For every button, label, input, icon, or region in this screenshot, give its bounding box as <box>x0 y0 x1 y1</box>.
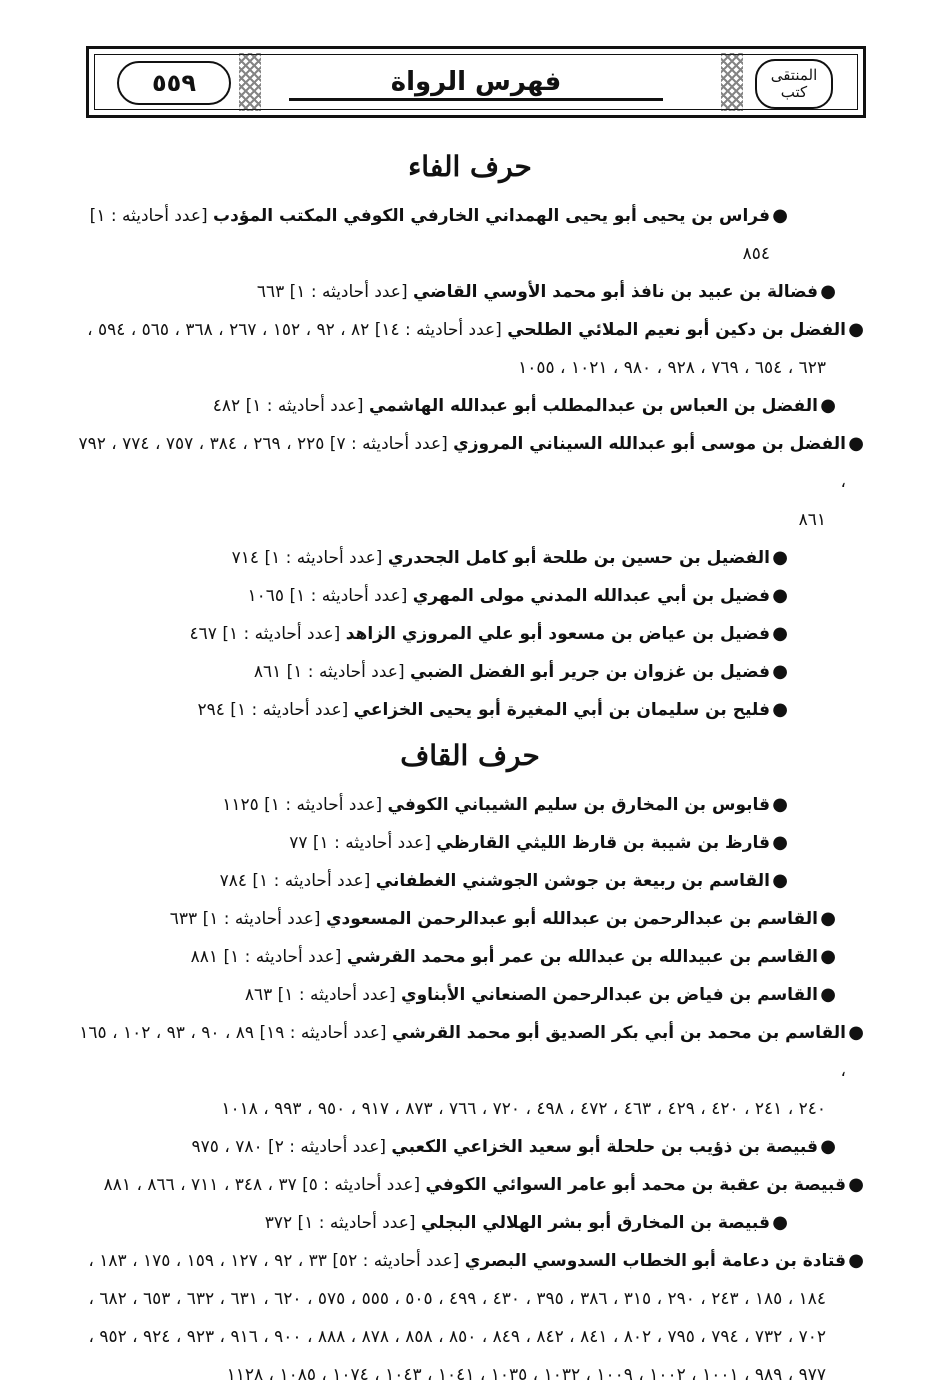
hadith-numbers: ٨٨١ <box>190 947 219 967</box>
hadith-count: [عدد أحاديثه : ١] <box>277 985 396 1005</box>
bullet-icon: ● <box>820 908 836 929</box>
title-underline <box>289 98 663 101</box>
narrator-entry <box>70 862 870 900</box>
hadith-numbers-continued: ٦٢٣ ، ٦٥٤ ، ٧٦٩ ، ٩٢٨ ، ٩٨٠ ، ١٠٢١ ، ١٠٥٥ <box>518 358 826 378</box>
hadith-numbers: ٧٧ <box>289 833 308 853</box>
hadith-numbers: ١١٢٥ <box>222 795 259 815</box>
hadith-count: [عدد أحاديثه : ٧] <box>329 434 448 454</box>
narrator-entry <box>70 311 870 387</box>
section-heading: حرف الفاء <box>408 150 532 183</box>
page-header <box>86 46 866 118</box>
hadith-numbers: ٣٧ ، ٣٤٨ ، ٧١١ ، ٨٦٦ ، ٨٨١ <box>103 1175 297 1195</box>
narrator-entry <box>70 1128 870 1166</box>
narrator-entry <box>70 900 870 938</box>
page-title: فهرس الرواة <box>390 67 562 97</box>
narrator-entry <box>70 786 870 824</box>
hadith-numbers: ٨٦٣ <box>244 985 273 1005</box>
narrator-entry <box>70 1242 870 1394</box>
hadith-count: [عدد أحاديثه : ١] <box>222 624 341 644</box>
hadith-numbers: ٨٩ ، ٩٠ ، ٩٣ ، ١٠٢ ، ١٦٥ ، <box>79 1023 846 1081</box>
narrator-entry <box>70 976 870 1014</box>
narrator-name: الفضل بن موسى أبو عبدالله السيناني المروزي <box>453 434 846 454</box>
ornament-icon <box>721 53 743 111</box>
narrator-name: فضيل بن عياض بن مسعود أبو علي المروزي الزاهد <box>345 624 770 644</box>
hadith-numbers: ٨٥٤ <box>742 244 770 264</box>
header-title-box <box>289 55 663 109</box>
narrator-name: قبيصة بن ذؤيب بن حلحلة أبو سعيد الخزاعي الكعبي <box>391 1137 818 1157</box>
bullet-icon: ● <box>848 319 864 340</box>
hadith-count: [عدد أحاديثه : ١] <box>252 871 371 891</box>
bullet-icon: ● <box>772 623 788 644</box>
hadith-count: [عدد أحاديثه : ٥] <box>302 1175 421 1195</box>
hadith-numbers: ٤٦٧ <box>189 624 217 644</box>
narrator-entry <box>70 273 870 311</box>
bullet-icon: ● <box>848 1250 864 1271</box>
narrator-entry <box>70 824 870 862</box>
hadith-count: [عدد أحاديثه : ٢] <box>268 1137 386 1157</box>
bullet-icon: ● <box>772 547 788 568</box>
page-number: ٥٥٩ <box>117 61 231 105</box>
hadith-numbers: ٧١٤ <box>231 548 260 568</box>
narrator-name: القاسم بن ربيعة بن جوشن الجوشني الغطفاني <box>375 871 770 891</box>
bullet-icon: ● <box>772 794 788 815</box>
hadith-count: [عدد أحاديثه : ١] <box>289 282 408 302</box>
book-seal-logo <box>755 59 833 109</box>
bullet-icon: ● <box>772 832 788 853</box>
hadith-count: [عدد أحاديثه : ١] <box>312 833 431 853</box>
section-heading: حرف القاف <box>400 739 540 772</box>
hadith-count: [عدد أحاديثه : ١] <box>245 396 364 416</box>
narrator-entry <box>70 577 870 615</box>
narrators-index <box>70 140 870 1394</box>
seal-line-2: كتب <box>780 83 808 101</box>
hadith-numbers: ٢٩٤ <box>197 700 225 720</box>
hadith-numbers: ٣٣ ، ٩٢ ، ١٢٧ ، ١٥٩ ، ١٧٥ ، ١٨٣ ، <box>88 1251 327 1271</box>
narrator-entry <box>70 197 870 273</box>
hadith-numbers: ٧٨٠ ، ٩٧٥ <box>191 1137 263 1157</box>
narrator-entry <box>70 425 870 539</box>
hadith-count: [عدد أحاديثه : ١] <box>202 909 321 929</box>
narrator-name: فضالة بن عبيد بن نافذ أبو محمد الأوسي القاضي <box>413 282 818 302</box>
narrator-entry <box>70 1014 870 1128</box>
narrator-name: قارظ بن شيبة بن قارظ الليثي القارظي <box>436 833 770 853</box>
hadith-numbers: ٦٦٣ <box>256 282 285 302</box>
bullet-icon: ● <box>848 1174 864 1195</box>
hadith-count: [عدد أحاديثه : ١] <box>223 947 342 967</box>
bullet-icon: ● <box>848 1022 864 1043</box>
narrator-name: فليح بن سليمان بن أبي المغيرة أبو يحيى الخزاعي <box>353 700 770 720</box>
hadith-numbers-continued: ٨٦١ <box>798 510 826 530</box>
narrator-entry <box>70 653 870 691</box>
bullet-icon: ● <box>772 585 788 606</box>
narrator-name: القاسم بن عبدالرحمن بن عبدالله أبو عبدالرحمن المسعودي <box>325 909 818 929</box>
hadith-count: [عدد أحاديثه : ١٩] <box>259 1023 387 1043</box>
bullet-icon: ● <box>820 946 836 967</box>
hadith-numbers-continued: ١٨٤ ، ١٨٥ ، ٢٤٣ ، ٢٩٠ ، ٣١٥ ، ٣٨٦ ، ٣٩٥ ، ٤٣٠ ، ٤٩٩ ، ٥٠٥ ، ٥٥٥ ، ٥٧٥ ، ٦٢٠ ، ٦٣١ ، ٦٣٢ ، ٦٥٣ ، ٦٨٢ ، ٧٠٢ ، ٧٣٢ ، ٧٩٤ ، ٧٩٥ ، ٨٠٢ ، ٨٤١ ، ٨٤٢ ، ٨٤٩ ، ٨٥٠ ، ٨٥٨ ، ٨٧٨ ، ٨٨٨ ، ٩٠٠ ، ٩١٦ ، ٩٢٣ ، ٩٢٤ ، ٩٥٢ ، ٩٧٧ ، ٩٨٩ ، ١٠٠١ ، ١٠٠٢ ، ١٠٠٩ ، ١٠٣٢ ، ١٠٣٥ ، ١٠٤١ ، ١٠٤٣ ، ١٠٧٤ ، ١٠٨٥ ، ١١٢٨ <box>88 1289 826 1385</box>
hadith-count: [عدد أحاديثه : ١] <box>264 795 383 815</box>
narrator-name: الفضل بن دكين أبو نعيم الملائي الطلحي <box>507 320 846 340</box>
hadith-numbers: ٣٧٢ <box>264 1213 293 1233</box>
narrator-name: قابوس بن المخارق بن سليم الشيباني الكوفي <box>387 795 770 815</box>
narrator-entry <box>70 539 870 577</box>
narrator-entry <box>70 387 870 425</box>
bullet-icon: ● <box>772 205 788 226</box>
narrator-name: قبيصة بن المخارق أبو بشر الهلالي البجلي <box>420 1213 770 1233</box>
hadith-count: [عدد أحاديثه : ٥٢] <box>332 1251 460 1271</box>
hadith-numbers: ٦٣٣ <box>169 909 198 929</box>
hadith-numbers: ٧٨٤ <box>219 871 247 891</box>
hadith-numbers: ٨٢ ، ٩٢ ، ١٥٢ ، ٢٦٧ ، ٣٦٨ ، ٥٦٥ ، ٥٩٤ ، <box>87 320 370 340</box>
bullet-icon: ● <box>820 1136 836 1157</box>
narrator-name: الفضيل بن حسين بن طلحة أبو كامل الجحدري <box>387 548 770 568</box>
narrator-entry <box>70 691 870 729</box>
narrator-name: فضيل بن أبي عبدالله المدني مولى المهري <box>412 586 770 606</box>
hadith-numbers: ١٠٦٥ <box>247 586 285 606</box>
bullet-icon: ● <box>848 433 864 454</box>
seal-line-1: المنتقى <box>770 66 818 84</box>
bullet-icon: ● <box>772 661 788 682</box>
hadith-count: [عدد أحاديثه : ١٤] <box>374 320 502 340</box>
hadith-count: [عدد أحاديثه : ١] <box>297 1213 416 1233</box>
narrator-entry <box>70 938 870 976</box>
hadith-count: [عدد أحاديثه : ١] <box>230 700 349 720</box>
narrator-name: فضيل بن غزوان بن جرير أبو الفضل الضبي <box>409 662 770 682</box>
bullet-icon: ● <box>820 984 836 1005</box>
bullet-icon: ● <box>820 281 836 302</box>
hadith-count: [عدد أحاديثه : ١] <box>289 586 408 606</box>
hadith-numbers: ٨٦١ <box>253 662 282 682</box>
narrator-name: قتادة بن دعامة أبو الخطاب السدوسي البصري <box>464 1251 846 1271</box>
narrator-name: القاسم بن فياض بن عبدالرحمن الصنعاني الأبناوي <box>401 985 818 1005</box>
hadith-count: [عدد أحاديثه : ١] <box>286 662 405 682</box>
bullet-icon: ● <box>772 1212 788 1233</box>
narrator-entry <box>70 1204 870 1242</box>
bullet-icon: ● <box>772 870 788 891</box>
bullet-icon: ● <box>772 699 788 720</box>
narrator-name: قبيصة بن عقبة بن محمد أبو عامر السوائي الكوفي <box>425 1175 846 1195</box>
hadith-numbers: ٢٢٥ ، ٢٦٩ ، ٣٨٤ ، ٧٥٧ ، ٧٧٤ ، ٧٩٢ ، <box>78 434 846 492</box>
narrator-name: القاسم بن محمد بن أبي بكر الصديق أبو محمد القرشي <box>391 1023 846 1043</box>
hadith-count: [عدد أحاديثه : ١] <box>264 548 383 568</box>
narrator-name: الفضل بن العباس بن عبدالمطلب أبو عبدالله الهاشمي <box>368 396 818 416</box>
hadith-numbers-continued: ٢٤٠ ، ٢٤١ ، ٤٢٠ ، ٤٢٩ ، ٤٦٣ ، ٤٧٢ ، ٤٩٨ ، ٧٢٠ ، ٧٦٦ ، ٨٧٣ ، ٩١٧ ، ٩٥٠ ، ٩٩٣ ، ١٠١٨ <box>221 1099 826 1119</box>
bullet-icon: ● <box>820 395 836 416</box>
narrator-entry <box>70 1166 870 1204</box>
hadith-count: [عدد أحاديثه : ١] <box>89 206 208 226</box>
hadith-numbers: ٤٨٢ <box>212 396 241 416</box>
narrator-entry <box>70 615 870 653</box>
ornament-icon <box>239 53 261 111</box>
narrator-name: فراس بن يحيى أبو يحيى الهمداني الخارفي الكوفي المكتب المؤدب <box>213 206 770 226</box>
narrator-name: القاسم بن عبيدالله بن عبدالله بن عمر أبو محمد القرشي <box>346 947 818 967</box>
